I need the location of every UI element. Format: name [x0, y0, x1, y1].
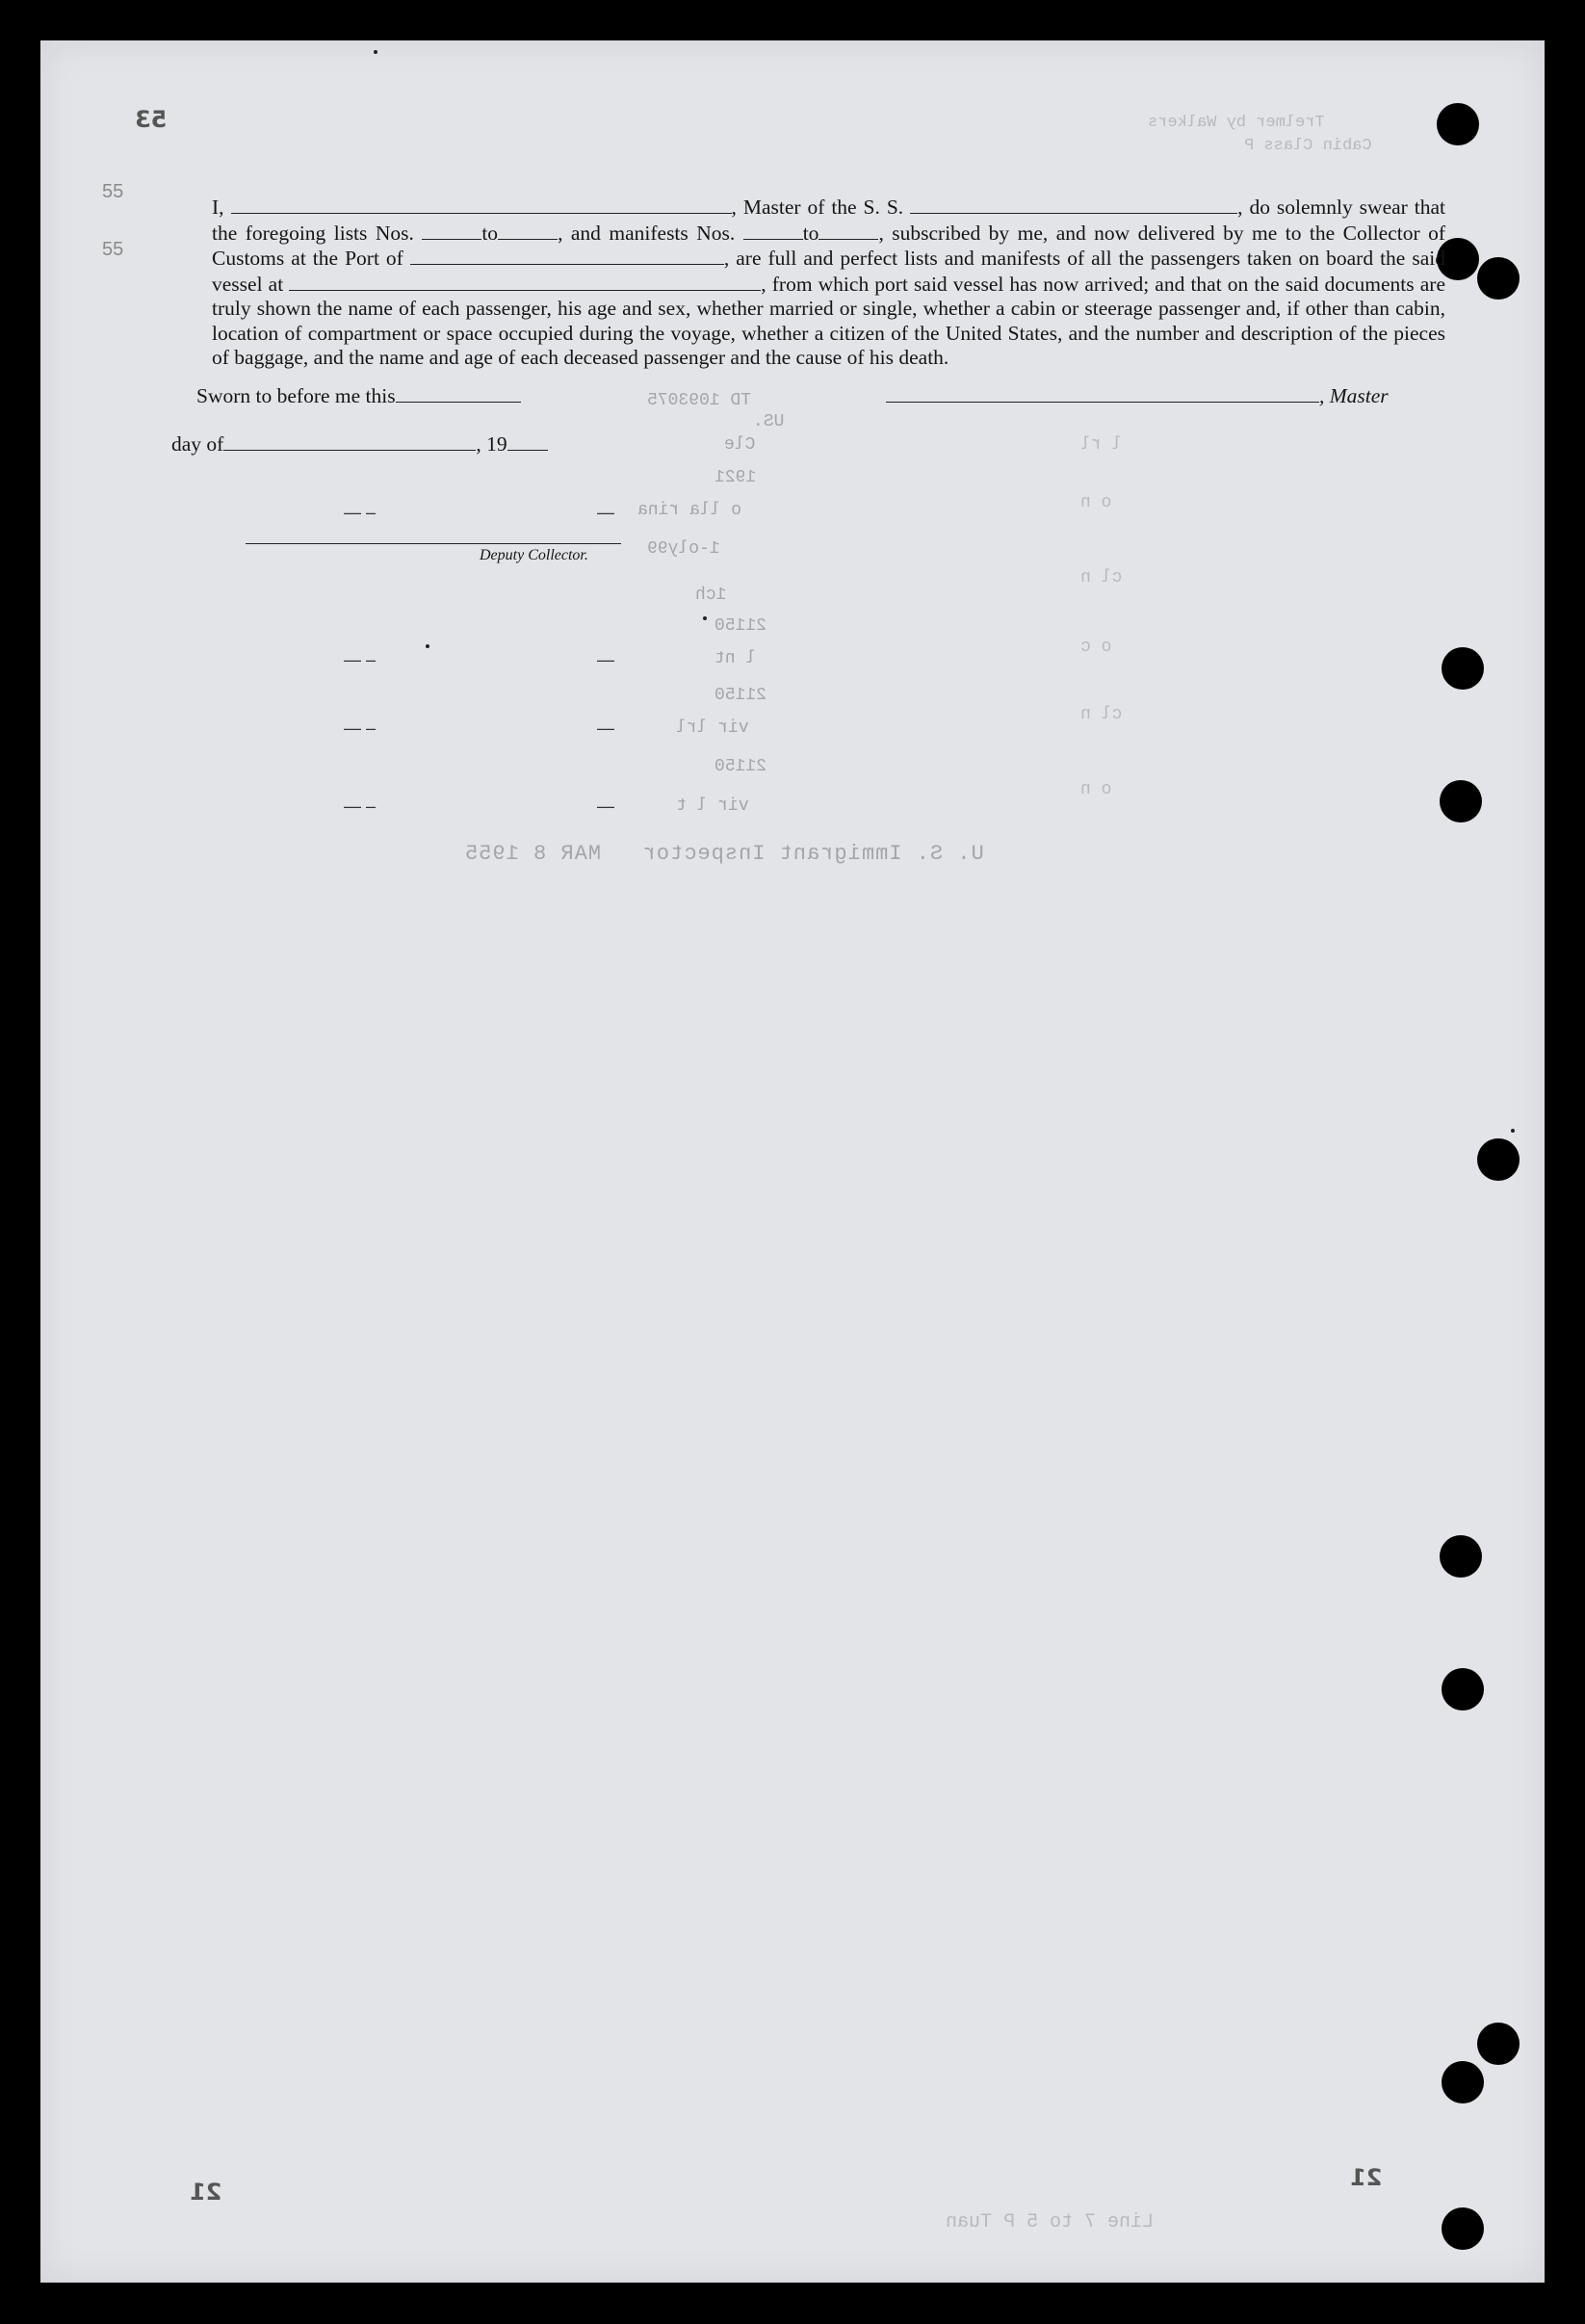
master-signature-field[interactable] [886, 383, 1319, 403]
ink-speck [1511, 1129, 1515, 1133]
oath-text: , are full and perfect lists and manifests of all the passengers taken on board the said vessel at [212, 247, 1445, 296]
year-prefix: , 19 [476, 432, 507, 456]
margin-number: 55 [102, 181, 124, 202]
punch-hole [1477, 2023, 1520, 2065]
bleed-through-text: Trelmer by Walkers [1148, 114, 1325, 132]
oath-text: to [481, 221, 499, 245]
oath-text: , do solemnly swear that the foregoing lists Nos. [212, 196, 1446, 245]
oath-text: I, [212, 196, 224, 219]
bleed-through-text: o n [1080, 493, 1112, 512]
deputy-collector-label: Deputy Collector. [480, 547, 588, 563]
ship-name-field[interactable] [910, 195, 1237, 214]
list-to-field[interactable] [498, 221, 558, 240]
bleed-through-text: 1-oly99 [647, 539, 720, 559]
bleed-through-text: 21150 [715, 686, 767, 705]
master-signature-line [886, 383, 1389, 408]
master-label: , Master [1319, 384, 1389, 407]
bleed-through-text: l nt [715, 649, 757, 668]
bleed-through-text: l rl [1080, 435, 1123, 455]
bleed-through-text: 1ch [695, 586, 727, 605]
bleed-through-stamp: U. S. Immigrant Inspector MAR 8 1955 [464, 842, 984, 866]
bleed-through-text: TD 1093075 [647, 391, 752, 410]
bleed-through-text: Cabin Class P [1244, 137, 1372, 155]
sworn-label: Sworn to before me this [196, 384, 396, 407]
oath-text: , from which port said vessel has now arrived; and that on the said documents are truly shown the name of each passenger, his age and sex, whether married or single, whether a cabin or steerage passenger and, if other than cabin, location of compartment or space occupied during the voyage, whether a citizen of the United States, and the number and description of the pieces of baggage, and the name and age of each deceased passenger and the cause of his death. [212, 272, 1445, 369]
punch-hole [1477, 1138, 1520, 1181]
bleed-through-text: vir lrl [676, 718, 749, 738]
document-page [40, 40, 1545, 2283]
corner-number-bottom-right: 21 [1350, 2164, 1383, 2191]
dash-mark: — – [344, 503, 377, 522]
port-field[interactable] [410, 246, 724, 265]
manifest-to-field[interactable] [818, 221, 878, 240]
dash-mark: — [597, 718, 614, 738]
punch-hole [1442, 1668, 1484, 1710]
oath-text: to [802, 221, 819, 245]
ink-speck [426, 644, 429, 648]
bleed-through-text: o lla rina [637, 501, 742, 520]
vessel-departure-field[interactable] [289, 272, 761, 291]
bleed-through-text: Cle [724, 435, 756, 455]
bleed-through-text: 1921 [715, 468, 757, 487]
dash-mark: — – [344, 650, 377, 669]
day-of-label: day of [171, 432, 224, 456]
bleed-through-text: o n [1080, 780, 1112, 799]
manifest-from-field[interactable] [743, 221, 803, 240]
ink-speck [703, 616, 707, 620]
bleed-through-text: cl n [1080, 705, 1123, 724]
margin-number: 55 [102, 239, 124, 260]
list-from-field[interactable] [422, 221, 481, 240]
punch-hole [1442, 647, 1484, 690]
day-of-line [171, 431, 548, 457]
punch-hole [1437, 103, 1479, 145]
oath-text: , and manifests Nos. [558, 221, 736, 245]
dash-mark: — – [344, 796, 377, 816]
master-name-field[interactable] [231, 195, 732, 214]
bleed-through-text: 21150 [715, 757, 767, 776]
dash-mark: — [597, 503, 614, 522]
oath-text: , Master of the S. S. [731, 196, 904, 219]
bleed-through-text: Line 7 to 5 P Tuan [946, 2211, 1155, 2233]
dash-mark: — [597, 796, 614, 816]
corner-number-bottom-left: 21 [190, 2179, 222, 2206]
sworn-line [196, 383, 521, 408]
oath-paragraph [212, 195, 1445, 371]
bleed-through-text: US. [753, 412, 785, 431]
punch-hole [1477, 257, 1520, 300]
ink-speck [374, 50, 377, 54]
year-field[interactable] [507, 431, 548, 451]
sworn-day-field[interactable] [396, 383, 521, 403]
corner-number-top-left: 53 [135, 106, 168, 133]
bleed-through-text: 21150 [715, 616, 767, 636]
oath-text: , subscribed by me, and now delivered by me to the Collector of Customs at the Port of [212, 221, 1446, 270]
month-field[interactable] [223, 431, 476, 451]
bleed-through-text: cl n [1080, 568, 1123, 588]
dash-mark: — [597, 650, 614, 669]
deputy-signature-line[interactable] [246, 543, 621, 544]
dash-mark: — – [344, 718, 377, 738]
bleed-through-text: vir l t [676, 796, 749, 816]
punch-hole [1440, 1535, 1482, 1578]
punch-hole [1440, 780, 1482, 823]
punch-hole [1442, 2061, 1484, 2103]
bleed-through-text: o c [1080, 638, 1112, 657]
punch-hole [1442, 2207, 1484, 2250]
